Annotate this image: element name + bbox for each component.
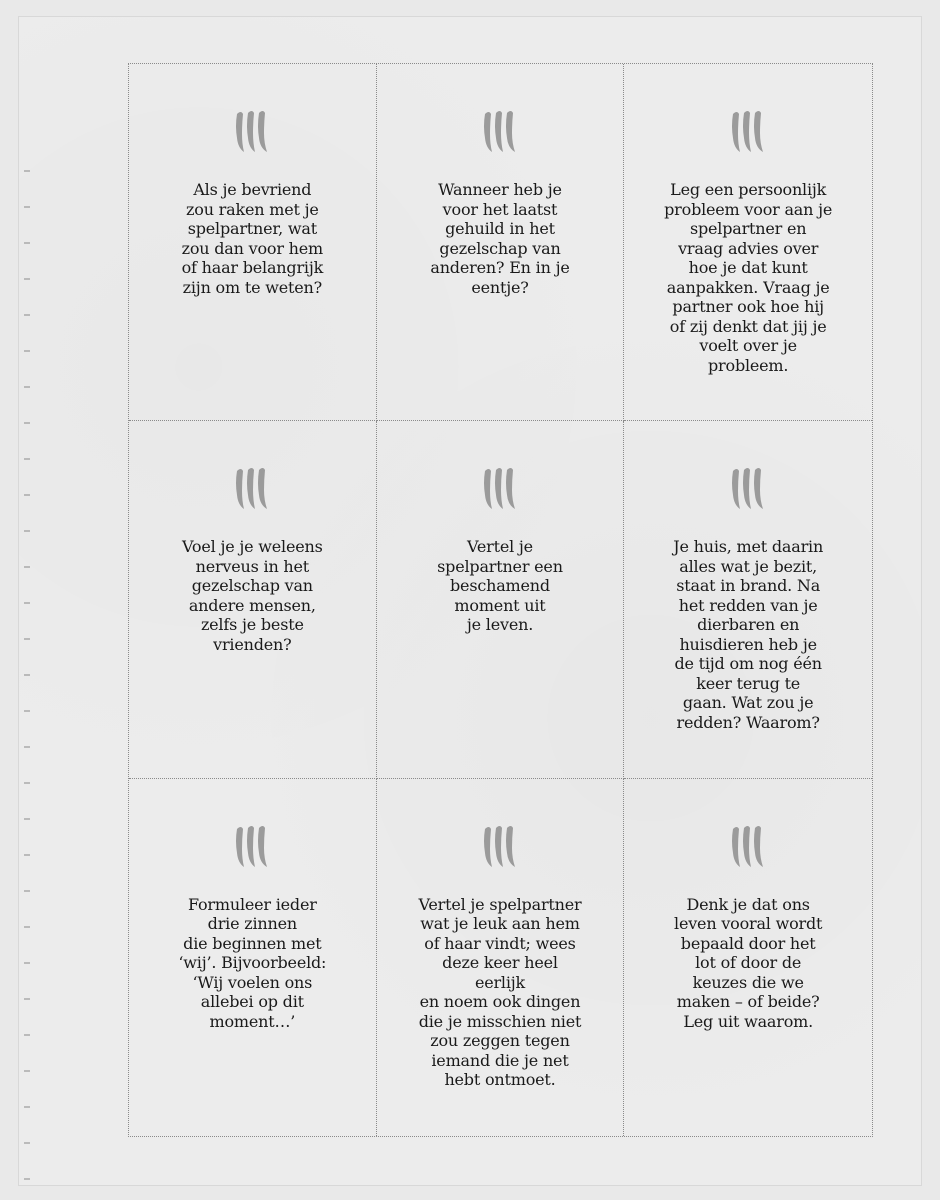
card-question: Vertel je spelpartner wat je leuk aan hem of haar vindt; wees deze keer heel eerlijk en noem ook dingen die je misschien niet zou zeggen tegen iemand die je net hebt ontmoet. [418,894,582,1090]
three-chili-peppers-icon [725,108,771,158]
card-question: Denk je dat ons leven vooral wordt bepaald door het lot of door de keuzes die we maken – of beide? Leg uit waarom. [674,894,823,1031]
three-chili-peppers-icon [477,108,523,158]
question-card-5 [377,421,625,778]
three-chili-peppers-icon [229,823,275,873]
card-question: Formuleer ieder drie zinnen die beginnen met ‘wij’. Bijvoorbeeld: ‘Wij voelen ons allebei op dit moment…’ [178,894,327,1031]
card-question: Voel je je weleens nerveus in het gezelschap van andere mensen, zelfs je beste vrienden? [182,537,323,654]
three-chili-peppers-icon [725,465,771,515]
card-question: Leg een persoonlijk probleem voor aan je spelpartner en vraag advies over hoe je dat kunt aanpakken. Vraag je partner ook hoe hij of zij denkt dat jij je voelt over je probleem. [664,180,833,375]
card-question: Als je bevriend zou raken met je spelpartner, wat zou dan voor hem of haar belangrijk zijn om te weten? [181,180,324,297]
three-chili-peppers-icon [477,823,523,873]
three-chili-peppers-icon [725,823,771,873]
question-card-6 [624,421,872,778]
question-card-9 [624,779,872,1136]
question-card-7 [129,779,377,1136]
question-card-8 [377,779,625,1136]
three-chili-peppers-icon [477,465,523,515]
three-chili-peppers-icon [229,108,275,158]
binder-perforation [24,136,30,1196]
card-question: Vertel je spelpartner een beschamend moment uit je leven. [437,537,563,635]
question-card-1 [129,64,377,421]
card-grid [128,63,873,1137]
three-chili-peppers-icon [229,465,275,515]
question-card-4 [129,421,377,778]
question-card-2 [377,64,625,421]
card-question: Wanneer heb je voor het laatst gehuild in het gezelschap van anderen? En in je eentje? [430,180,570,297]
card-question: Je huis, met daarin alles wat je bezit, staat in brand. Na het redden van je dierbaren en huisdieren heb je de tijd om nog één keer terug te gaan. Wat zou je redden? Waarom? [673,537,824,732]
question-card-3 [624,64,872,421]
